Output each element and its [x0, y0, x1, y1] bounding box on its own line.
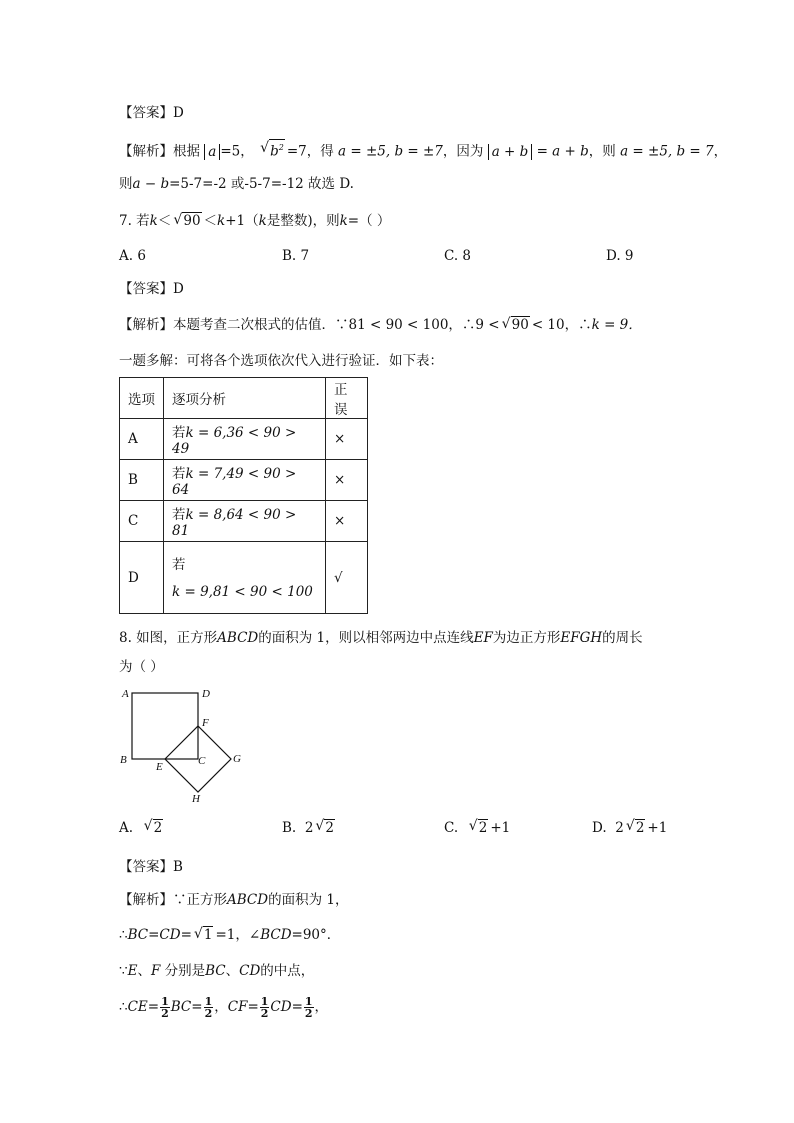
- abs-a: a: [204, 144, 220, 160]
- q8-a4-end: ，: [314, 999, 329, 1015]
- q8-a3-sep2: 、: [225, 963, 240, 979]
- q7-stem-pre: 7. 若: [119, 213, 150, 229]
- q8-a4-cd: CD: [270, 999, 292, 1015]
- geometry-figure: [116, 682, 256, 806]
- q7-post1: +1（: [225, 213, 259, 229]
- sqrt-90: √ 90: [173, 211, 201, 231]
- q6-analysis-line-2: [119, 174, 354, 194]
- q7-analysis-line: [119, 315, 642, 335]
- q7-stem: [119, 211, 390, 231]
- q6-end1: ，: [713, 143, 728, 160]
- q8-stem-line-1: [119, 628, 643, 648]
- q8-stem-1c: 为边正方形: [492, 630, 561, 646]
- table-cell-analysis: 若k = 7,49 < 90 > 64: [164, 460, 326, 501]
- q8-analysis-line-2: [119, 925, 340, 945]
- sqrt-b2: √ $b^2$: [260, 139, 285, 162]
- q8-a3-cd: CD: [239, 963, 261, 979]
- q8-analysis-line-4: [119, 994, 328, 1020]
- q6-analysis-line-1: [119, 139, 727, 162]
- q6-answer-line: [119, 103, 184, 123]
- answer-label: 【答案】: [119, 105, 173, 121]
- abs-a-plus-b: a + b: [488, 144, 533, 160]
- q7-k3: k: [258, 213, 267, 229]
- q6-then: ，则: [588, 143, 616, 160]
- q8-a4-eq4: =: [291, 999, 303, 1015]
- q8-option-c: C. √ 2 +1: [444, 819, 510, 836]
- label-f: F: [202, 717, 209, 729]
- q8-a2-bc: BC: [127, 927, 149, 943]
- label-c: C: [198, 755, 206, 767]
- q7-option-b: B. 7: [282, 248, 310, 264]
- q8-a3-end: 的中点，: [260, 963, 315, 979]
- q8-a3-sep: 、: [137, 963, 151, 979]
- q8-a4-eq2: =: [191, 999, 203, 1015]
- q8-a4-eq: =: [147, 999, 160, 1015]
- q6-pm2: a = ±5, b = 7: [620, 143, 714, 160]
- table-cell-option: D: [120, 542, 164, 614]
- table-cell-result: ×: [326, 501, 368, 542]
- table-cell-result: ×: [326, 460, 368, 501]
- table-header-result: 正误: [326, 378, 368, 419]
- table-cell-option: B: [120, 460, 164, 501]
- q7-post3: =（ ）: [347, 213, 391, 229]
- square-abcd: [132, 693, 198, 759]
- q6-answer: D: [173, 105, 184, 121]
- label-g: G: [233, 753, 241, 765]
- analysis-label: 【解析】: [119, 892, 173, 908]
- q6-analysis-text: 根据: [173, 143, 200, 160]
- q8-efgh: EFGH: [560, 630, 603, 646]
- q8-a3-f: F: [150, 963, 161, 979]
- q8-option-b: B. 2√ 2: [282, 819, 337, 836]
- q8-a2-eq2: =: [180, 927, 192, 943]
- table-row: [120, 501, 368, 542]
- q6-line2-post: =5-7=-2 或-5-7=-12 故选 D.: [169, 176, 354, 192]
- q8-stem-line-2: 为（ ）: [119, 659, 164, 675]
- q8-abcd: ABCD: [217, 630, 259, 646]
- q8-ef: EF: [473, 630, 493, 646]
- q6-eq-ab: = a + b: [532, 143, 589, 160]
- q7-answer: D: [173, 281, 184, 297]
- q7-option-d: D. 9: [606, 248, 634, 264]
- analysis-label: 【解析】: [119, 143, 173, 160]
- q6-line2-eq: a − b: [132, 176, 170, 192]
- q8-a2-end: =90°．: [291, 927, 341, 943]
- q8-option-d: D. 2√ 2 +1: [592, 819, 667, 836]
- q7-analysis-mid-post: < 10，∴: [531, 317, 592, 333]
- sqrt-1: √ 1: [194, 925, 214, 945]
- q8-a2-pre: ∴: [119, 927, 128, 943]
- table-cell-analysis: 若k = 8,64 < 90 > 81: [164, 501, 326, 542]
- table-cell-result: ×: [326, 419, 368, 460]
- q8-answer-line: [119, 857, 183, 877]
- q6-because: ，因为: [442, 143, 484, 160]
- q6-eq-b: =7，得: [286, 143, 334, 160]
- q8-a1-pre: ∵正方形: [173, 892, 227, 908]
- q7-analysis-end: k = 9．: [591, 317, 642, 333]
- table-cell-analysis: 若k = 6,36 < 90 > 49: [164, 419, 326, 460]
- q8-a4-ce: CE: [127, 999, 148, 1015]
- table-row: [120, 419, 368, 460]
- frac-half: $\frac{1}{2}$: [161, 995, 169, 1020]
- q7-answer-line: [119, 279, 184, 299]
- q6-line2-pre: 则: [119, 176, 133, 192]
- q6-eq-a: =5，: [220, 143, 254, 160]
- table-header-option: 选项: [120, 378, 164, 419]
- q8-stem-1a: 8. 如图，正方形: [119, 630, 218, 646]
- label-e: E: [156, 761, 163, 773]
- analysis-label: 【解析】: [119, 317, 173, 333]
- sqrt-90-analysis: √ 90: [502, 315, 530, 335]
- q7-k4: k: [339, 213, 348, 229]
- q7-lt2: ＜: [203, 213, 218, 229]
- q8-a3-pre: ∵: [119, 963, 128, 979]
- q8-a4-eq3: =: [247, 999, 259, 1015]
- table-header-row: [120, 378, 368, 419]
- label-h: H: [192, 793, 200, 805]
- q8-a2-eq: =: [148, 927, 160, 943]
- q7-k: k: [149, 213, 158, 229]
- table-cell-result: √: [326, 542, 368, 614]
- q7-analysis-text: 本题考查二次根式的估值．∵81 < 90 < 100，∴: [173, 317, 476, 333]
- q8-analysis-line-3: [119, 961, 314, 981]
- frac-half: $\frac{1}{2}$: [260, 995, 269, 1020]
- label-b: B: [120, 754, 127, 766]
- q8-stem-1d: 的周长: [602, 630, 643, 646]
- q7-k2: k: [217, 213, 226, 229]
- label-d: D: [202, 688, 210, 700]
- q8-a2-post: =1，∠: [215, 927, 261, 943]
- q7-post2: 是整数)，则: [266, 213, 340, 229]
- q8-a4-pre: ∴: [119, 999, 128, 1015]
- q8-a3-bc: BC: [205, 963, 226, 979]
- answer-label: 【答案】: [119, 859, 173, 875]
- table-cell-option: A: [120, 419, 164, 460]
- q7-analysis-mid-pre: 9 <: [475, 317, 500, 333]
- frac-half: $\frac{1}{2}$: [204, 995, 213, 1020]
- table-cell-analysis: 若 k = 9,81 < 90 < 100: [164, 542, 326, 614]
- q8-answer: B: [173, 859, 183, 875]
- table-cell-option: C: [120, 501, 164, 542]
- q8-stem-1b: 的面积为 1，则以相邻两边中点连线: [258, 630, 474, 646]
- q8-a3-mid: 分别是: [160, 963, 206, 979]
- q8-a3-e: E: [127, 963, 138, 979]
- q8-a4-bc: BC: [170, 999, 192, 1015]
- q8-a1-abcd: ABCD: [227, 892, 269, 908]
- q8-a4-cf: CF: [227, 999, 248, 1015]
- frac-half: $\frac{1}{2}$: [304, 995, 313, 1020]
- table-header-analysis: 逐项分析: [164, 378, 326, 419]
- q8-a2-cd: CD: [159, 927, 181, 943]
- answer-label: 【答案】: [119, 281, 173, 297]
- q8-a4-comma: ，: [214, 999, 228, 1015]
- verification-table: [119, 377, 368, 614]
- table-row: [120, 460, 368, 501]
- q7-lt: ＜: [157, 213, 172, 229]
- q8-a2-bcd: BCD: [260, 927, 292, 943]
- q7-multi-solution: 一题多解：可将各个选项依次代入进行验证．如下表：: [119, 353, 443, 369]
- label-a: A: [122, 688, 129, 700]
- q8-option-a: A. √ 2: [119, 819, 165, 836]
- q7-option-c: C. 8: [444, 248, 472, 264]
- q6-pm: a = ±5, b = ±7: [338, 143, 443, 160]
- q7-option-a: A. 6: [119, 248, 146, 264]
- table-row: [120, 542, 368, 614]
- q8-analysis-line-1: [119, 890, 348, 910]
- q8-a1-post: 的面积为 1，: [268, 892, 349, 908]
